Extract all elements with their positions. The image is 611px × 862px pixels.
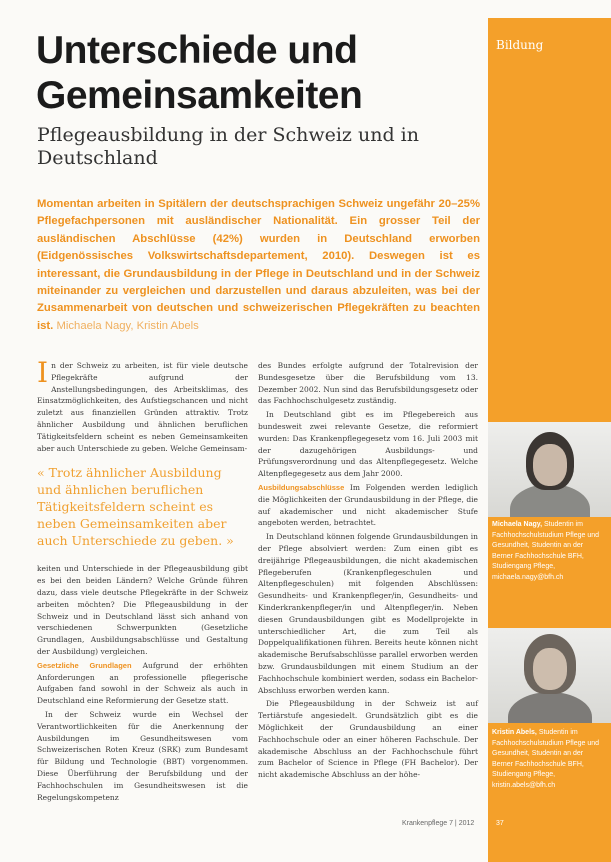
body-paragraph: keiten und Unterschiede in der Pflegeausbildung gibt es bei den beiden Ländern? Welche Gründe führen dazu, dass viele deutsche Pflegekräfte in der Schweiz arbeiten möchten? Die Pflegeausbildung in der Schweiz und in Deutschland lässt sich anhand von verschiedenen Schwerpunkten (Gesetzliche Grundlagen, Ausbildungsabschlüsse und Gestaltung der Ausbildung) vergleichen.	[37, 564, 248, 656]
body-text: Im Folgenden werden lediglich die Möglichkeiten der Grundausbildung in der Pflege, die auf akademischer und nicht akademischer Stufe angeboten werden, betrachtet.	[258, 482, 478, 528]
lead-text: Momentan arbeiten in Spitälern der deutschsprachigen Schweiz ungefähr 20–25% Pflegefachpersonen mit ausländischer Nationalität. Ein grosser Teil der ausländischen Abschlüsse (42%) wurden in Deutschland erworben (Eidgenössisches Volkswirtschaftsdepartement, 2010). Deswegen ist es interessant, die Grundausbildung in der Pflege in Deutschland und in der Schweiz miteinander zu vergleichen und darzustellen und daraus abzuleiten, was bei der Zusammenarbeit von deutschen und schweizerischen Pflegekräften zu beachten ist.	[37, 198, 480, 332]
section-label: Bildung	[496, 38, 544, 52]
dropcap: I	[37, 356, 49, 389]
body-paragraph: Die Pflegeausbildung in der Schweiz ist auf Tertiärstufe angesiedelt. Grundsätzlich gibt es die Möglichkeit der Grundausbildung an einer Fachhochschule oder an einer höheren Fachschule. Der akademische Abschluss an der Fachhochschule führt zum Bachelor of Science in Pflege (FH Bachelor). Der nicht akademische Abschluss an der höhe-	[258, 699, 478, 780]
body-text: Aufgrund der erhöhten Anforderungen an professionelle pflegerische Aufgaben fand sowohl in der Schweiz als auch in Deutschland eine Reformierung der Gesetze statt.	[37, 660, 248, 706]
subheading: Gesetzliche Grundlagen	[37, 660, 132, 670]
author-caption	[492, 728, 604, 791]
lead-paragraph	[37, 196, 480, 335]
subheading: Ausbildungsabschlüsse	[258, 482, 345, 492]
page-number: 37	[496, 820, 504, 827]
author-photo	[488, 422, 611, 517]
body-paragraph: In Deutschland gibt es im Pflegebereich aus bundesweit zwei relevante Gesetze, die reformiert wurden: Das Krankenpflegegesetz vom 16. Juli 2003 mit der dazugehörigen Ausbildungs- und Prüfungsverordnung und das Altenpflegegesetz. Welche Altenpflegegesetz aus dem Jahr 2000.	[258, 410, 478, 479]
author-bio: Studentin im Fachhochschulstudium Pflege und Gesundheit, Studentin an der Berner Fachhochschule BFH, Studiengang Pflege, kristin.abels@bfh.ch	[492, 729, 600, 789]
intro-paragraph	[37, 356, 248, 454]
author-name: Kristin Abels,	[492, 729, 537, 736]
body-paragraph: des Bundes erfolgte aufgrund der Totalrevision der Bundesgesetze über die Berufsbildung vom 13. Dezember 2002. Nun sind das Berufsbildungsgesetz oder das Fachhochschulgesetz zuständig.	[258, 361, 478, 406]
article-title: Unterschiede und Gemeinsamkeiten	[36, 29, 363, 117]
body-paragraph	[258, 482, 478, 529]
body-paragraph: In Deutschland können folgende Grundausbildungen in der Pflege absolviert werden: Zum einen gibt es dreijährige Pflegeausbildungen, die nicht akademischen Pflegeberufen (Krankenpflegeschulen und Altenpflegeschulen) mit folgenden Abschlüssen: Gesundheits- und Krankenpfleger/in, Gesundheits- und Kinderkrankenpfleger/in und Altenpfleger/in. Neben diesen Grundausbildungen gibt es Modellprojekte in unterschiedlicher Art, die zum Teil als Doppelqualifikationen führen. Bereits heute können nicht akademische Berufsabschlüsse parallel erworben werden bzw. Grundausbildungen mit einem Studium an der Fachhochschule kombiniert werden, sodass ein Bachelor-Abschluss erworben werden kann.	[258, 532, 478, 695]
text-column-right	[258, 360, 478, 783]
author-caption	[492, 520, 604, 583]
body-paragraph	[37, 660, 248, 707]
author-bio: Studentin im Fachhochschulstudium Pflege und Gesundheit, Studentin an der Berner Fachhochschule BFH, Studiengang Pflege, michaela.nagy@bfh.ch	[492, 521, 600, 581]
lead-authors: Michaela Nagy, Kristin Abels	[56, 319, 199, 332]
footer-issue: Krankenpflege 7 | 2012	[402, 820, 475, 827]
text-column-left	[37, 356, 248, 805]
pull-quote: « Trotz ähnlicher Ausbildung und ähnlichen beruflichen Tätigkeitsfeldern scheint es neben Gemeinsamkeiten aber auch Unterschiede zu geben. »	[37, 465, 234, 549]
author-name: Michaela Nagy,	[492, 521, 543, 528]
body-paragraph: In der Schweiz wurde ein Wechsel der Verantwortlichkeiten für die Anerkennung der Ausbildungen im Gesundheitswesen vom Schweizerischen Roten Kreuz (SRK) zum Bundesamt für Bildung und Technologie (BBT) vorgenommen. Diese Überführung der Berufsbildung und der Fachhochschulen im Gesundheitswesen ist die Regelungskompetenz	[37, 709, 248, 802]
author-photo	[488, 628, 611, 723]
intro-text: n der Schweiz zu arbeiten, ist für viele deutsche Pflegekräfte aufgrund der Anstellungsbedingungen, des Arbeitsklimas, des Einsatzmöglichkeiten, des Aufstiegschancen und nicht zuletzt aus finanziellen Gründen attraktiv. Trotz ähnlicher Ausbildung und ähnlichen beruflichen Tätigkeitsfeldern scheint es neben Gemeinsamkeiten aber auch Unterschiede zu geben. Welche Gemeinsam-	[37, 361, 248, 453]
article-subtitle: Pflegeausbildung in der Schweiz und in Deutschland	[37, 124, 419, 169]
